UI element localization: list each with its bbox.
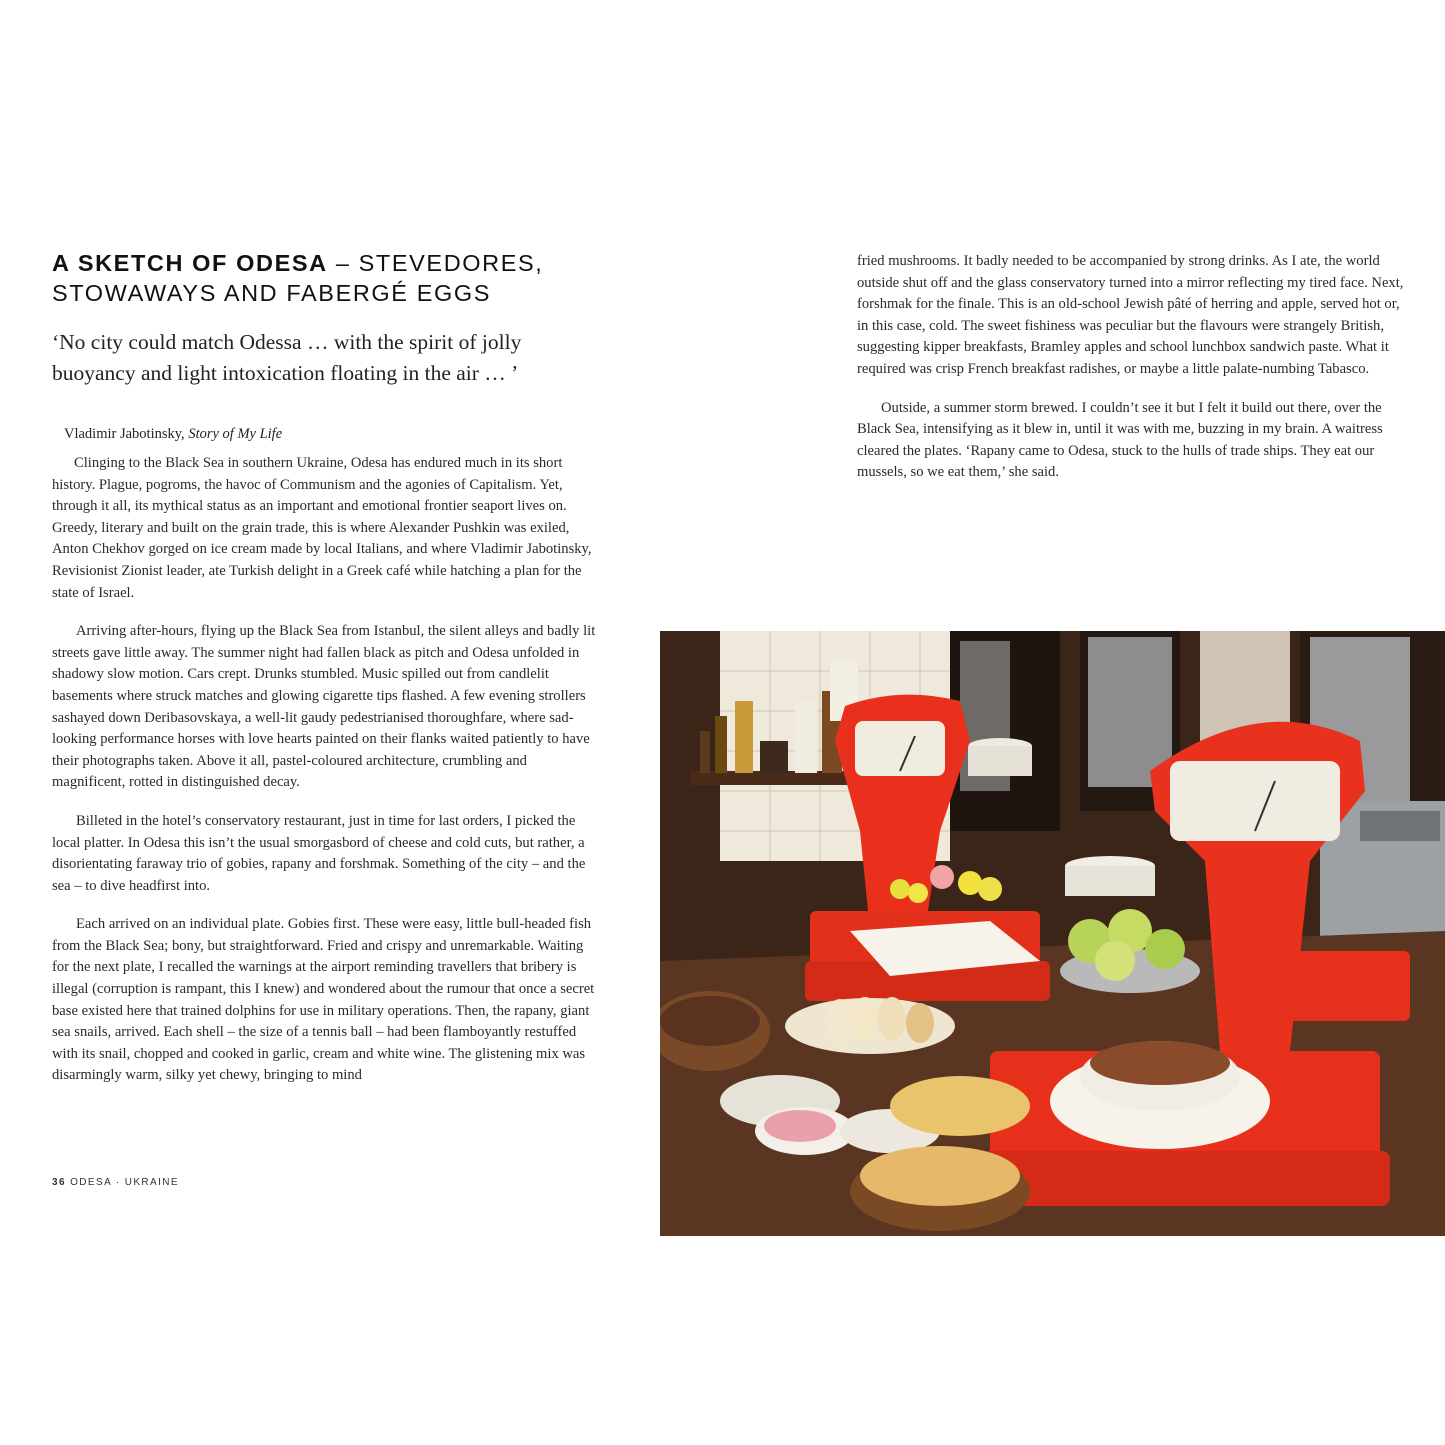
epigraph-quote: ‘No city could match Odessa … with the spirit of jolly buoyancy and light intoxication floating in the air … ’	[52, 330, 522, 385]
body-paragraph: Clinging to the Black Sea in southern Ukraine, Odesa has endured much in its short history. Plague, pogroms, the havoc of Communism and the agonies of Capitalism. Yet, through it all, its mythical status as an important and emotional frontier seaport lives on. Greedy, literary and built on the grain trade, this is where Alexander Pushkin was exiled, Anton Chekhov gorged on ice cream made by local Italians, and where Vladimir Jabotinsky, Revisionist Zionist leader, ate Turkish delight in a Greek café while hatching a plan for the state of Israel.	[52, 455, 592, 601]
footer-separator: ·	[115, 1177, 121, 1188]
title-main: A SKETCH OF ODESA	[52, 250, 328, 276]
body-paragraph: Each arrived on an individual plate. Gobies first. These were easy, little bull-headed fish from the Black Sea; bony, but straightforward. Fried and crispy and unremarkable. Waiting for the next plate, I recalled the warnings at the airport reminding travellers that bribery is illegal (corruption is rampant, this I knew) and wondered about the rumour that once a secret base existed here that trained dolphins for use in military operations. Then, the rapany, giant sea snails, arrived. Each shell – the size of a tennis ball – had been flamboyantly restuffed with its snail, chopped and cooked in garlic, cream and white wine. The glistening mix was disarmingly warm, silky yet chewy, bringing to mind	[52, 916, 595, 1084]
footer-section: ODESA	[70, 1177, 112, 1188]
body-paragraph: fried mushrooms. It badly needed to be accompanied by strong drinks. As I ate, the world outside shut off and the glass conservatory turned into a mirror reflecting my tired face. Next, forshmak for the finale. This is an old-school Jewish pâté of herring and apple, served hot or, in this case, cold. The sweet fishiness was peculiar but the flavours were strangely British, suggesting kipper breakfasts, Bramley apples and school lunchbox sandwich paste. What it required was crisp French breakfast radishes, or maybe a little palate-numbing Tabasco.	[857, 253, 1404, 377]
body-paragraph: Billeted in the hotel’s conservatory restaurant, just in time for last orders, I picked the local platter. In Odesa this isn’t the usual smorgasbord of cheese and cold cuts, but rather, a disorientating faraway trio of gobies, rapany and forshmak. Something of the city – and the sea – to dive headfirst into.	[52, 812, 586, 894]
left-column	[52, 453, 600, 1104]
epigraph-author: Vladimir Jabotinsky,	[64, 426, 189, 442]
page-footer	[52, 1177, 179, 1188]
body-paragraph: Arriving after-hours, flying up the Black Sea from Istanbul, the silent alleys and badly lit streets gave little away. The summer night had fallen black as pitch and Odesa unfolded in shadowy slow motion. Cars crept. Drunks stumbled. Music spilled out from candlelit basements where struck matches and glowing cigarette tips flashed. A few evening strollers sashayed down Deribasovskaya, a well-lit gaudy pedestrianised thoroughfare, where sad-looking performance horses with love hearts painted on their flanks waited patiently to have their photographs taken. Above it all, pastel-coloured architecture, crumbling and magnificent, rotted in distinguished decay.	[52, 623, 596, 791]
article-title	[52, 248, 612, 308]
photo-illustration	[660, 631, 1445, 1236]
restaurant-photo	[660, 631, 1445, 1236]
footer-country: UKRAINE	[124, 1177, 179, 1188]
right-column	[857, 251, 1405, 501]
epigraph-work: Story of My Life	[188, 426, 283, 442]
title-subtitle: – STEVEDORES, STOWAWAYS AND FABERGÉ EGGS	[52, 250, 544, 306]
body-paragraph: Outside, a summer storm brewed. I couldn’t see it but I felt it build out there, over the Black Sea, intensifying as it blew in, until it was with me, buzzing in my brain. A waitress cleared the plates. ‘Rapany came to Odesa, stuck to the hulls of trade ships. They eat our mussels, so we eat them,’ she said.	[857, 399, 1383, 481]
epigraph-attribution	[64, 424, 524, 444]
page-number: 36	[52, 1177, 66, 1188]
